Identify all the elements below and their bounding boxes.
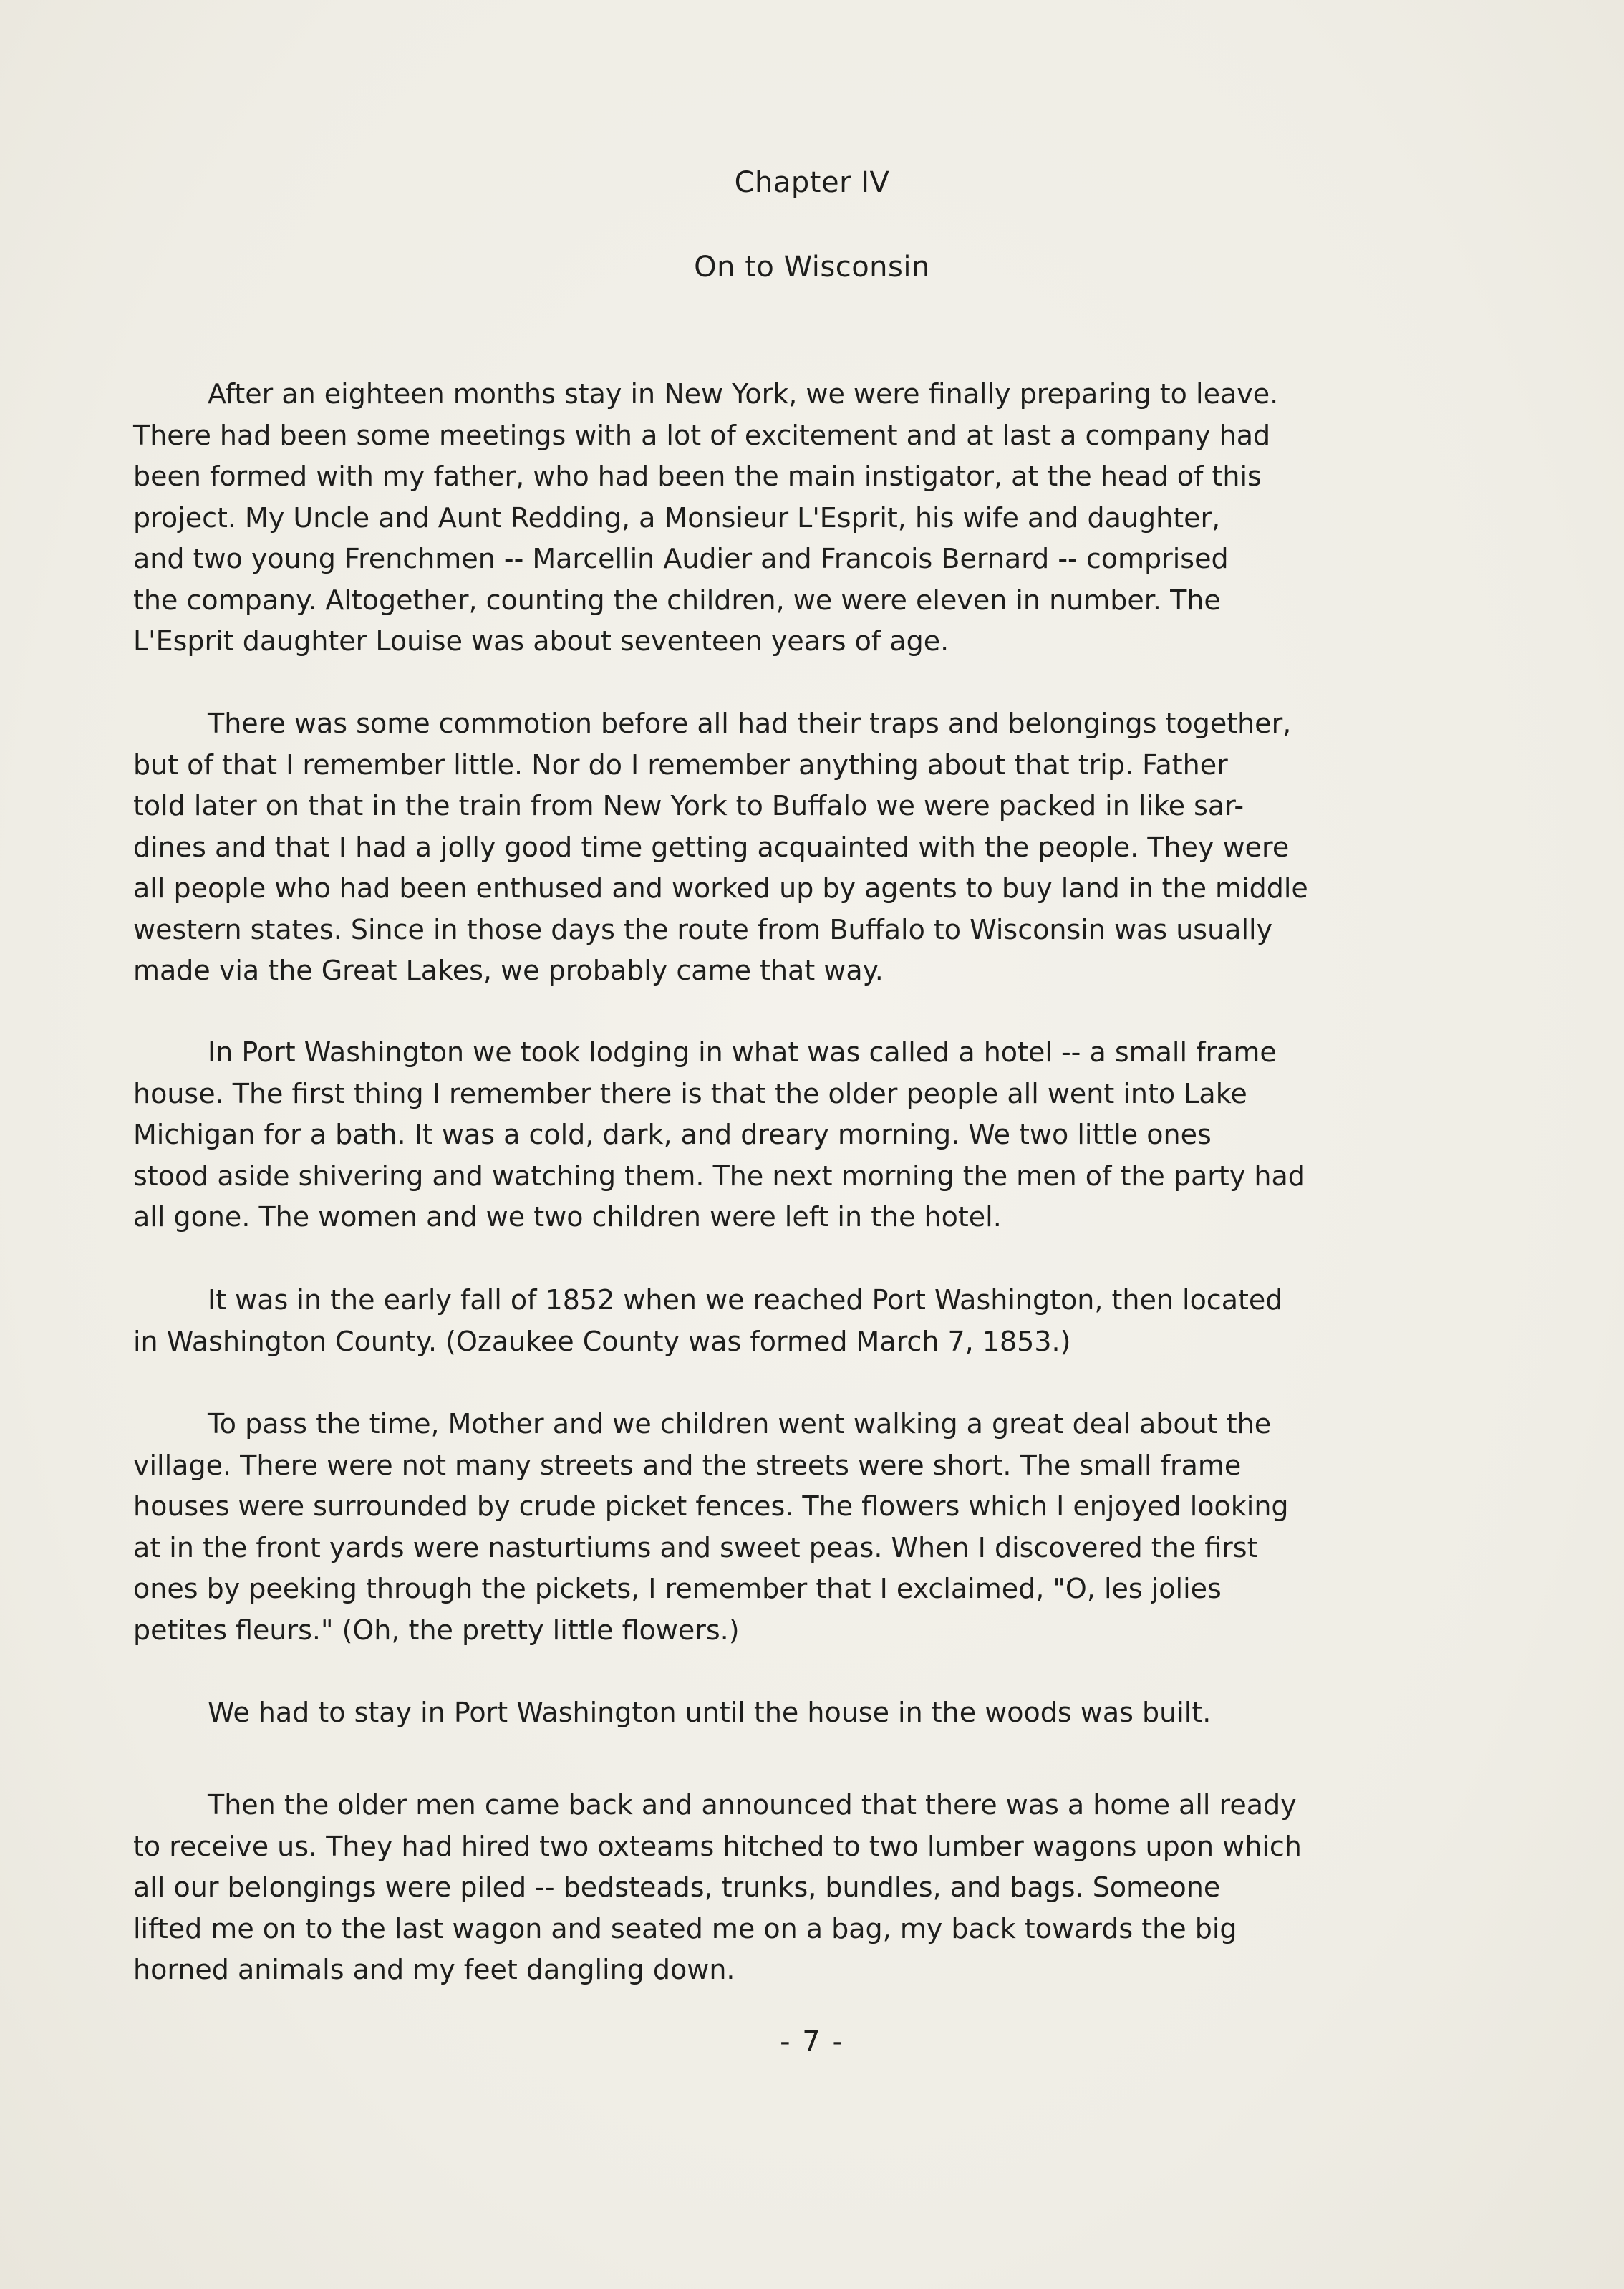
text-line: western states. Since in those days the route from Buffalo to Wisconsin was usually [133, 913, 1273, 945]
text-line: lifted me on to the last wagon and seated me on a bag, my back towards the big [133, 1912, 1237, 1945]
paragraph-date [133, 1280, 1465, 1362]
text-line: all gone. The women and we two children were left in the hotel. [133, 1201, 1002, 1233]
paragraph-village [133, 1404, 1465, 1651]
text-line: In Port Washington we took lodging in what was called a hotel -- a small frame [208, 1036, 1277, 1068]
text-line: all our belongings were piled -- bedsteads, trunks, bundles, and bags. Someone [133, 1871, 1221, 1903]
chapter-subtitle: On to Wisconsin [694, 251, 930, 284]
text-line: made via the Great Lakes, we probably came that way. [133, 955, 884, 986]
paragraph-port-washington [133, 1032, 1465, 1238]
paragraph-departure [133, 374, 1465, 662]
text-line: all people who had been enthused and worked up by agents to buy land in the middle [133, 872, 1308, 904]
text-line: There was some commotion before all had their traps and belongings together, [208, 708, 1292, 739]
text-line: Then the older men came back and announced that there was a home all ready [208, 1789, 1297, 1821]
text-line: L'Esprit daughter Louise was about seventeen years of age. [133, 625, 949, 657]
chapter-heading: Chapter IV [734, 166, 890, 199]
text-line: dines and that I had a jolly good time getting acquainted with the people. They were [133, 831, 1290, 863]
text-line: in Washington County. (Ozaukee County was formed March 7, 1853.) [133, 1325, 1071, 1357]
text-line: at in the front yards were nasturtiums and sweet peas. When I discovered the first [133, 1531, 1258, 1563]
paragraph-waiting [133, 1692, 1465, 1734]
text-line: It was in the early fall of 1852 when we reached Port Washington, then located [208, 1284, 1283, 1316]
text-line: To pass the time, Mother and we children went walking a great deal about the [208, 1408, 1272, 1440]
text-line: horned animals and my feet dangling down. [133, 1954, 735, 1985]
text-line: but of that I remember little. Nor do I remember anything about that trip. Father [133, 748, 1228, 781]
text-line: to receive us. They had hired two oxteams hitched to two lumber wagons upon which [133, 1830, 1302, 1862]
text-line: project. My Uncle and Aunt Redding, a Monsieur L'Esprit, his wife and daughter, [133, 501, 1221, 534]
page-number: - 7 - [780, 2025, 844, 2058]
text-line: been formed with my father, who had been the main instigator, at the head of this [133, 461, 1262, 492]
paragraph-trip [133, 703, 1465, 992]
paragraph-wagons [133, 1785, 1465, 1991]
text-line: stood aside shivering and watching them. The next morning the men of the party had [133, 1160, 1305, 1192]
text-line: We had to stay in Port Washington until the house in the woods was built. [208, 1697, 1212, 1728]
text-line: ones by peeking through the pickets, I remember that I exclaimed, "O, les jolies [133, 1573, 1222, 1604]
text-line: There had been some meetings with a lot of excitement and at last a company had [133, 419, 1271, 451]
text-line: and two young Frenchmen -- Marcellin Audier and Francois Bernard -- comprised [133, 543, 1229, 574]
text-line: petites fleurs." (Oh, the pretty little flowers.) [133, 1614, 740, 1646]
text-line: told later on that in the train from New York to Buffalo we were packed in like sar- [133, 790, 1244, 821]
text-line: Michigan for a bath. It was a cold, dark, and dreary morning. We two little ones [133, 1119, 1212, 1150]
text-line: village. There were not many streets and the streets were short. The small frame [133, 1449, 1242, 1481]
text-line: houses were surrounded by crude picket fences. The flowers which I enjoyed looking [133, 1490, 1289, 1522]
text-line: After an eighteen months stay in New York, we were finally preparing to leave. [208, 378, 1279, 410]
text-line: house. The first thing I remember there is that the older people all went into Lake [133, 1077, 1247, 1109]
text-line: the company. Altogether, counting the children, we were eleven in number. The [133, 584, 1221, 616]
